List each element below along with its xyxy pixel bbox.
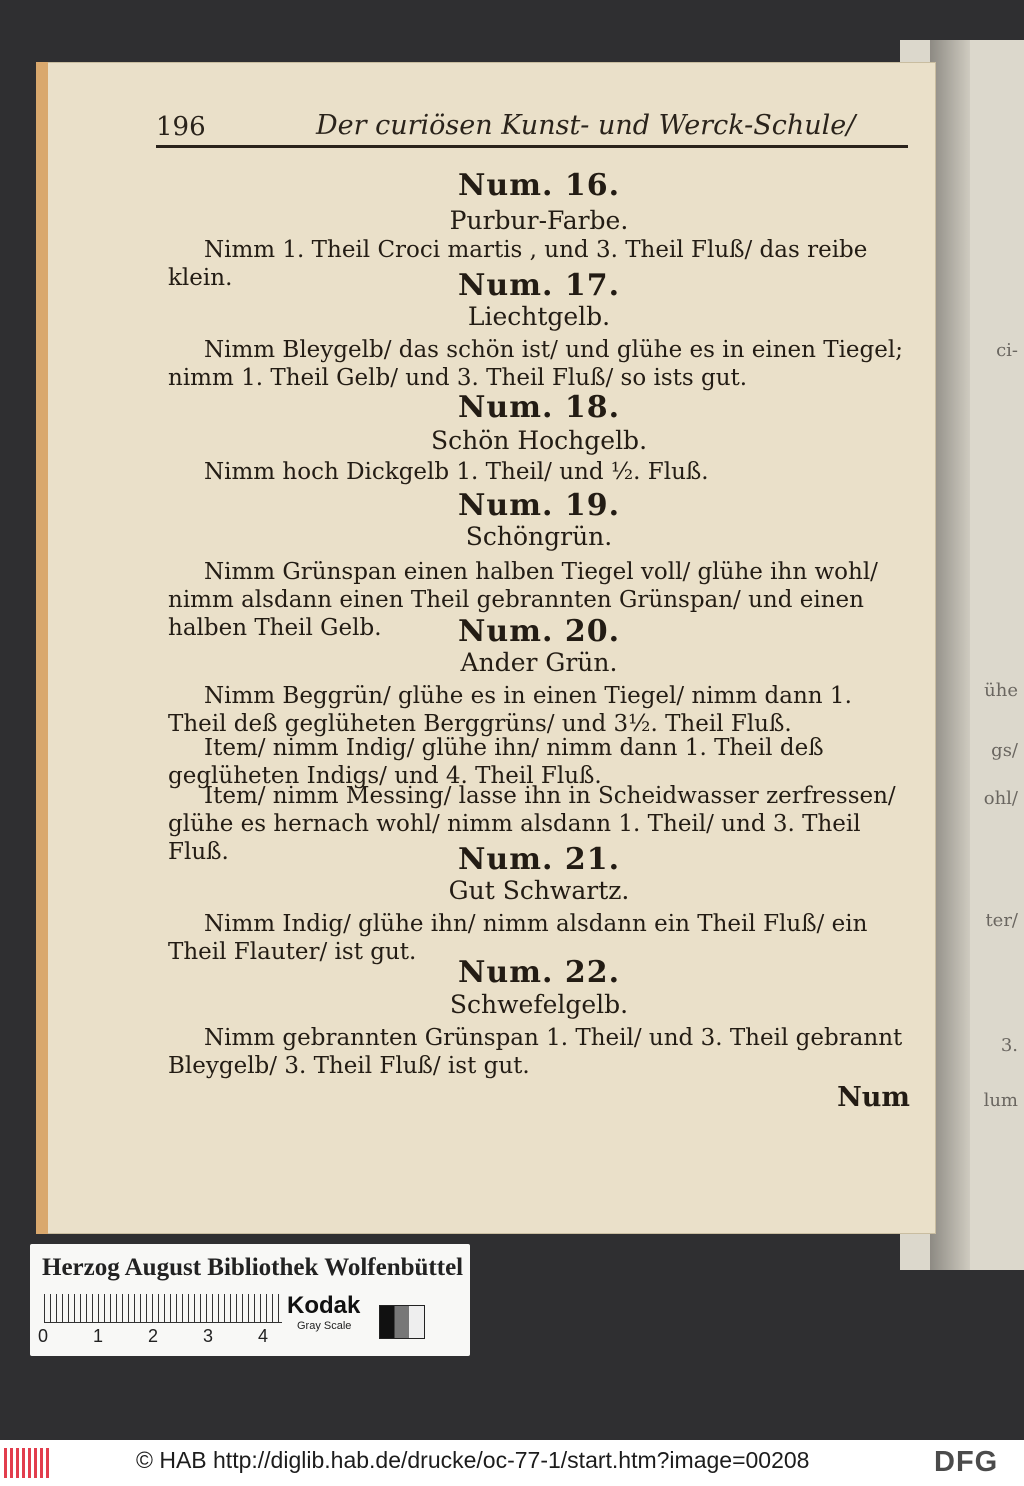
facing-fragment: 3. [1000,1035,1018,1056]
library-label [30,1244,470,1356]
entry-number: Num. 21. [457,842,621,877]
library-label-title: Herzog August Bibliothek Wolfenbüttel [42,1254,464,1281]
entry-paragraph: Nimm Indig/ glühe ihn/ nimm alsdann ein Theil Fluß/ ein Theil Flauter/ ist gut. [168,911,868,965]
facing-fragment: ohl/ [983,788,1018,809]
ruler-number: 0 [38,1326,49,1346]
entry-title: Purbur-Farbe. [449,206,629,235]
page-gutter-shadow [930,40,970,1270]
gray-scale-label: Gray Scale [297,1320,352,1332]
page-edge [36,62,48,1234]
kodak-brand: Kodak [287,1292,361,1319]
page-number: 196 [156,112,206,142]
entry-title: Schwefelgelb. [449,990,629,1019]
facing-fragment: ühe [984,680,1018,701]
facing-fragment: lum [983,1090,1018,1111]
entry-paragraph: Nimm Beggrün/ glühe es in einen Tiegel/ nimm dann 1. Theil deß geglüheten Berggrüns/ und 3½. Theil Fluß. [168,683,852,737]
footer-bar [0,1440,1024,1486]
entry-title: Gut Schwartz. [448,876,630,905]
entry-number: Num. 16. [457,168,621,203]
entry-number: Num. 22. [457,955,621,990]
catchword: Num [837,1082,910,1113]
entry-paragraph: Nimm Grünspan einen halben Tiegel voll/ glühe ihn wohl/ nimm alsdann einen Theil gebrannten Grünspan/ und einen halben Theil Gelb. [168,559,878,641]
entry-title: Liechtgelb. [467,302,611,331]
dfg-logo: DFG [934,1446,999,1478]
ruler-number: 4 [258,1326,269,1346]
entry-paragraph: Nimm 1. Theil Croci martis , und 3. Theil Fluß/ das reibe klein. [168,237,868,291]
entry-title: Schön Hochgelb. [430,426,648,455]
entry-number: Num. 20. [457,614,621,649]
gray-scale-swatch [379,1305,425,1339]
ruler-number: 3 [203,1326,214,1346]
facing-fragment: ter/ [985,910,1018,931]
entry-paragraph: Nimm hoch Dickgelb 1. Theil/ und ½. Fluß. [204,459,709,485]
running-head [156,108,908,148]
header-rule [156,145,908,148]
ruler-scale [44,1294,282,1323]
ruler-number: 2 [148,1326,159,1346]
entry-title: Ander Grün. [460,648,618,677]
entry-number: Num. 19. [457,488,621,523]
entry-paragraph: Item/ nimm Indig/ glühe ihn/ nimm dann 1. Theil deß geglüheten Indigs/ und 4. Theil Fluß. [168,735,824,789]
entry-paragraph: Item/ nimm Messing/ lasse ihn in Scheidwasser zerfressen/ glühe es hernach wohl/ nimm alsdann 1. Theil/ und 3. Theil Fluß. [168,783,896,865]
copyright-link[interactable]: © HAB http://diglib.hab.de/drucke/oc-77-1/start.htm?image=00208 [136,1447,810,1473]
entry-title: Schöngrün. [465,522,613,551]
entry-number: Num. 17. [457,268,621,303]
barcode-icon [4,1448,52,1478]
ruler-number: 1 [93,1326,104,1346]
entry-number: Num. 18. [457,390,621,425]
entry-paragraph: Nimm Bleygelb/ das schön ist/ und glühe es in einen Tiegel; nimm 1. Theil Gelb/ und 3. Theil Fluß/ so ists gut. [168,337,903,391]
running-title: Der curiösen Kunst- und Werck-Schule/ [316,110,856,141]
facing-fragment: ci- [996,340,1018,361]
facing-fragment: gs/ [991,740,1018,761]
entry-paragraph: Nimm gebrannten Grünspan 1. Theil/ und 3. Theil gebrannt Bleygelb/ 3. Theil Fluß/ ist gut. [168,1025,903,1079]
